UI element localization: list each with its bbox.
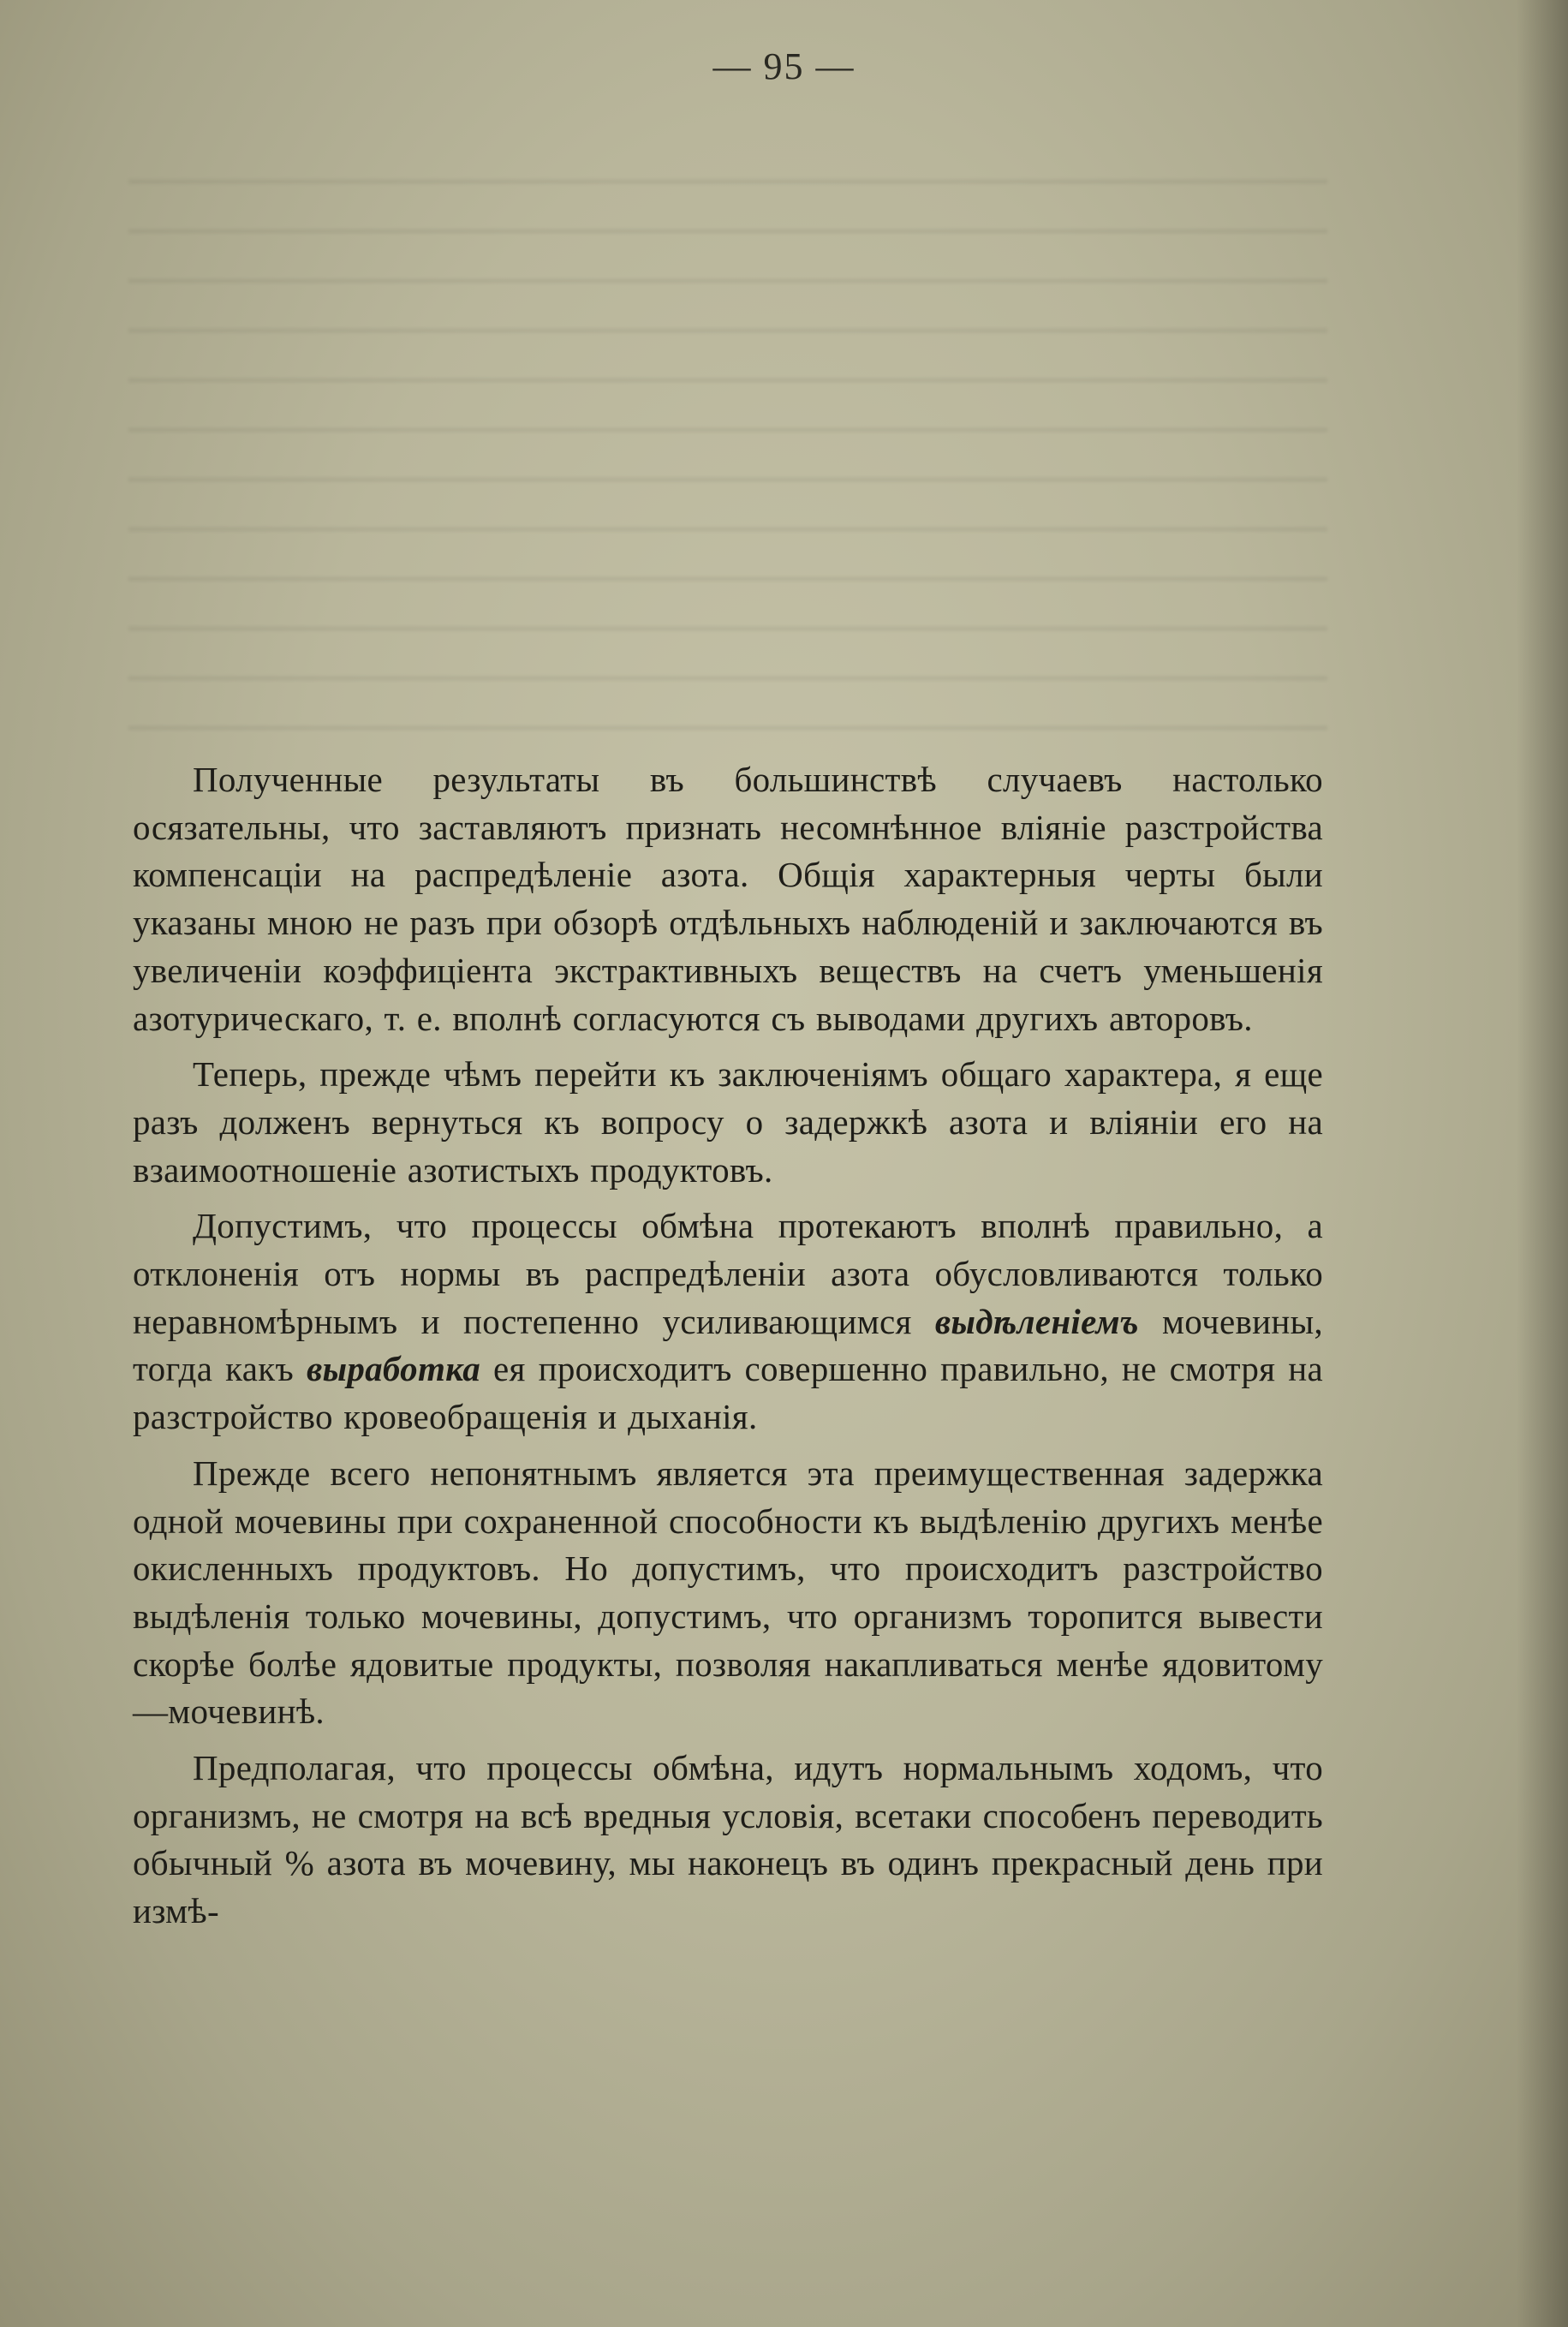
paragraph-2: Теперь, прежде чѣмъ перейти къ заключеніямъ общаго характера, я еще разъ долженъ вернуться къ вопросу о задержкѣ азота и вліяніи его на взаимоотношеніе азотистыхъ продуктовъ. bbox=[133, 1054, 1323, 1190]
bleed-through-text bbox=[128, 154, 1327, 754]
page-number: — 95 — bbox=[712, 45, 856, 87]
paragraph-4: Прежде всего непонятнымъ является эта преимущественная задержка одной мочевины при сохраненной способности къ выдѣленію другихъ менѣе окисленныхъ продуктовъ. Но допустимъ, что происходитъ разстройство выдѣленія только мочевины, допустимъ, что организмъ торопится вывести скорѣе болѣе ядовитые продукты, позволяя накапливаться менѣе ядовитому—мочевинѣ. bbox=[133, 1453, 1323, 1732]
paragraph-3-part-1: Допустимъ, что процессы обмѣна протекаютъ вполнѣ правильно, а отклоненія отъ нормы въ распредѣленіи азота обусловливаются только неравномѣрнымъ и постепенно усиливающимся bbox=[133, 1206, 1323, 1341]
emphasis-vyrabotka: выработка bbox=[306, 1349, 480, 1389]
page-edge-shadow bbox=[1517, 0, 1568, 2327]
paragraph-3-part-2: мочевины, тогда какъ bbox=[133, 1301, 1323, 1389]
paragraph-5: Предполагая, что процессы обмѣна, идутъ нормальнымъ ходомъ, что организмъ, не смотря на всѣ вредныя условія, всетаки способенъ переводить обычный % азота въ мочевину, мы наконецъ въ одинъ прекрасный день при измѣ- bbox=[133, 1748, 1323, 1931]
text-block bbox=[133, 756, 1323, 1944]
paragraph-3-part-3: ея происходитъ совершенно правильно, не смотря на разстройство кровеобращенія и дыханія. bbox=[133, 1349, 1323, 1437]
paragraph-3 bbox=[133, 1202, 1323, 1441]
paragraph-1: Полученные результаты въ большинствѣ случаевъ настолько осязательны, что заставляютъ признать несомнѣнное вліяніе разстройства компенсаціи на распредѣленіе азота. Общія характерныя черты были указаны мною не разъ при обзорѣ отдѣльныхъ наблюденій и заключаются въ увеличеніи коэффиціента экстрактивныхъ веществъ на счетъ уменьшенія азотурическаго, т. е. вполнѣ согласуются съ выводами другихъ авторовъ. bbox=[133, 760, 1323, 1038]
emphasis-vydelenie: выдѣленіемъ bbox=[934, 1301, 1139, 1341]
